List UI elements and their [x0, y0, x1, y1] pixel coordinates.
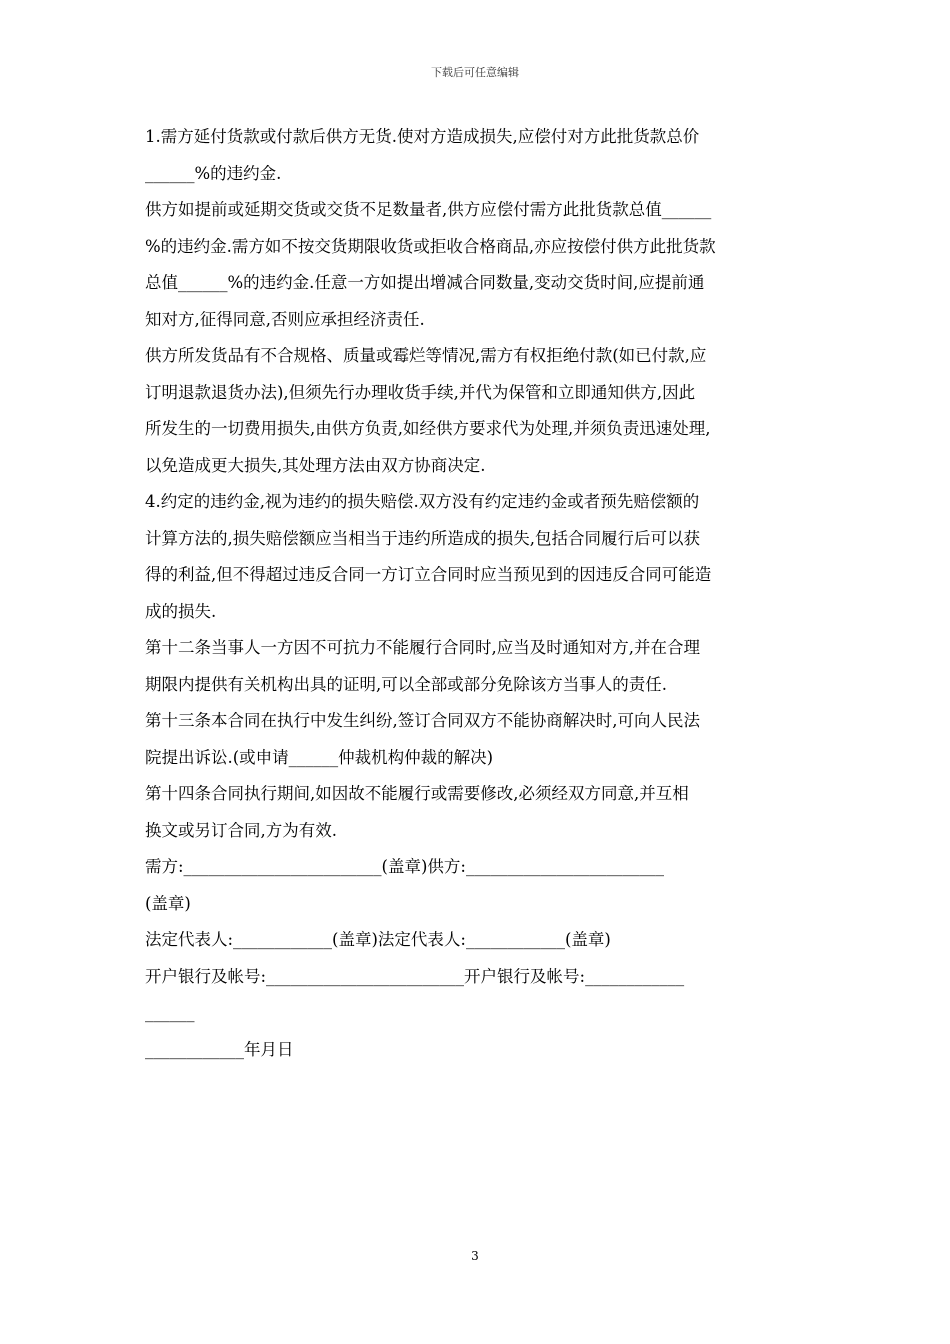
text-line: ______	[145, 1003, 195, 1022]
text-line: 院提出诉讼.(或申请______仲裁机构仲裁的解决)	[145, 747, 494, 767]
text-line: 供方所发货品有不合规格、质量或霉烂等情况,需方有权拒绝付款(如已付款,应	[145, 346, 707, 365]
text-line: 订明退款退货办法),但须先行办理收货手续,并代为保管和立即通知供方,因此	[145, 382, 696, 402]
text-line: 第十四条合同执行期间,如因故不能履行或需要修改,必须经双方同意,并互相	[145, 784, 689, 803]
text-line: %的违约金.需方如不按交货期限收货或拒收合格商品,亦应按偿付供方此批货款	[145, 236, 716, 256]
text-line: 知对方,征得同意,否则应承担经济责任.	[145, 309, 425, 329]
text-line: 换文或另订合同,方为有效.	[145, 820, 337, 840]
text-line: 第十三条本合同在执行中发生纠纷,签订合同双方不能协商解决时,可向人民法	[145, 711, 700, 730]
text-line: 第十二条当事人一方因不可抗力不能履行合同时,应当及时通知对方,并在合理	[145, 638, 700, 657]
text-line: 所发生的一切费用损失,由供方负责,如经供方要求代为处理,并须负责迅速处理,	[145, 419, 711, 438]
text-line: 总值______%的违约金.任意一方如提出增减合同数量,变动交货时间,应提前通	[145, 273, 705, 292]
page-header: 下载后可任意编辑	[431, 66, 519, 79]
text-line: 4.约定的违约金,视为违约的损失赔偿.双方没有约定违约金或者预先赔偿额的	[145, 492, 700, 511]
signature-line-parties: 需方:________________________(盖章)供方:________________________	[145, 857, 664, 876]
signature-line-bank-accounts: 开户银行及帐号:________________________开户银行及帐号:____________	[145, 966, 685, 986]
text-line: 成的损失.	[145, 601, 217, 621]
document-body	[145, 119, 815, 1068]
text-line: 计算方法的,损失赔偿额应当相当于违约所造成的损失,包括合同履行后可以获	[145, 528, 700, 548]
signature-line-representatives: 法定代表人:____________(盖章)法定代表人:____________(盖章)	[145, 930, 611, 949]
text-line: 得的利益,但不得超过违反合同一方订立合同时应当预见到的因违反合同可能造	[145, 565, 712, 584]
text-line: ______%的违约金.	[145, 163, 282, 183]
page-number: 3	[471, 1249, 479, 1263]
text-line: 供方如提前或延期交货或交货不足数量者,供方应偿付需方此批货款总值______	[145, 200, 712, 219]
text-line: 期限内提供有关机构出具的证明,可以全部或部分免除该方当事人的责任.	[145, 674, 667, 694]
text-line: 1.需方延付货款或付款后供方无货.使对方造成损失,应偿付对方此批货款总价	[145, 127, 700, 146]
text-line: 以免造成更大损失,其处理方法由双方协商决定.	[145, 455, 486, 475]
date-line: ____________年月日	[145, 1039, 294, 1059]
text-line: (盖章)	[145, 893, 191, 913]
